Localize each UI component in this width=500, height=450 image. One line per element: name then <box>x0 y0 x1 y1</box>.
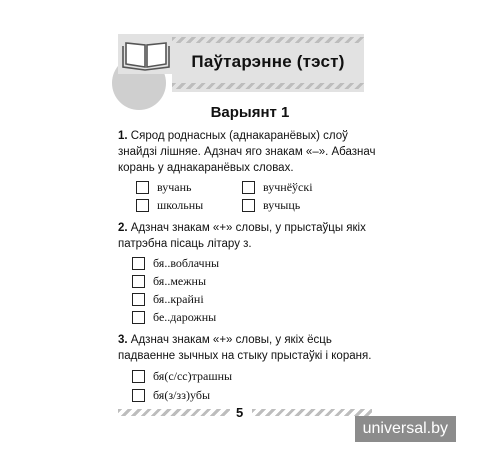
checkbox[interactable] <box>242 199 255 212</box>
option-label: бя..межны <box>153 274 207 288</box>
title-hatch-bottom <box>172 83 364 89</box>
page-number: 5 <box>236 405 244 420</box>
checkbox[interactable] <box>132 293 145 306</box>
question-3-option-2[interactable] <box>132 388 210 403</box>
question-1-option-1[interactable] <box>136 180 192 195</box>
option-label: бя..крайні <box>153 292 204 306</box>
checkbox[interactable] <box>132 389 145 402</box>
question-1 <box>118 128 386 176</box>
checkbox[interactable] <box>242 181 255 194</box>
title-hatch-top <box>172 37 364 43</box>
watermark-logo: universal.by <box>355 416 456 442</box>
variant-heading: Варыянт 1 <box>210 104 290 121</box>
question-2-number: 2. <box>118 222 128 234</box>
question-2-option-2[interactable] <box>132 274 206 289</box>
title-banner <box>172 34 364 92</box>
checkbox[interactable] <box>132 257 145 270</box>
checkbox[interactable] <box>136 199 149 212</box>
question-2-text: Адзнач знакам «+» словы, у прыстаўцы якіх патрэбна пісаць літару з. <box>118 222 366 250</box>
option-label: школьны <box>157 198 204 212</box>
question-2-option-3[interactable] <box>132 292 204 307</box>
open-book-icon <box>118 34 174 74</box>
checkbox[interactable] <box>136 181 149 194</box>
option-label: вучань <box>157 180 192 194</box>
page-title: Паўтарэнне (тэст) <box>191 52 345 71</box>
option-label: бя(з/зз)убы <box>153 388 211 402</box>
footer-hatch-left <box>118 409 230 416</box>
option-label: бе..дарожны <box>153 310 217 324</box>
option-label: бя(с/сс)трашны <box>153 369 233 383</box>
option-label: вучыць <box>263 198 301 212</box>
question-1-option-4[interactable] <box>242 198 300 213</box>
footer-hatch-right <box>252 409 372 416</box>
question-3 <box>118 332 386 364</box>
option-label: бя..воблачны <box>153 256 220 270</box>
question-1-option-2[interactable] <box>242 180 313 195</box>
question-2-option-4[interactable] <box>132 310 216 325</box>
question-3-option-1[interactable] <box>132 369 232 384</box>
question-1-option-3[interactable] <box>136 198 203 213</box>
question-3-number: 3. <box>118 334 128 346</box>
checkbox[interactable] <box>132 370 145 383</box>
question-3-text: Адзнач знакам «+» словы, у якіх ёсць падваенне зычных на стыку прыстаўкі і кораня. <box>118 334 372 362</box>
question-1-text: Сярод роднасных (аднакаранёвых) слоў знайдзі лішняе. Адзнач яго знакам «–». Абазнач корань у аднакаранёвых словах. <box>118 130 376 174</box>
question-2-option-1[interactable] <box>132 256 219 271</box>
checkbox[interactable] <box>132 275 145 288</box>
checkbox[interactable] <box>132 311 145 324</box>
question-1-number: 1. <box>118 130 128 142</box>
question-2 <box>118 220 386 252</box>
option-label: вучнёўскі <box>263 180 313 194</box>
